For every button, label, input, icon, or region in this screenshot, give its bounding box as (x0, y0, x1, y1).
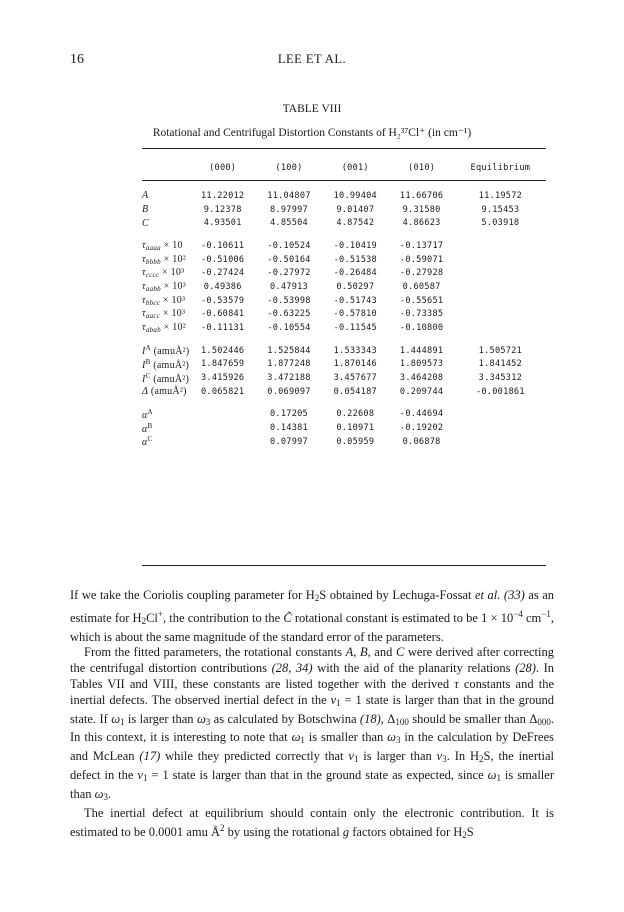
text-run: S obtained by Lechuga-Fossat (319, 588, 475, 602)
text-run: et al. (475, 588, 501, 602)
table-cell: 0.054187 (333, 386, 377, 397)
table-cell: 9.12378 (203, 204, 242, 215)
paragraph (70, 645, 554, 805)
table-cell: -0.11545 (333, 323, 377, 334)
table-cell: 0.06878 (402, 436, 441, 447)
row-label-part: × 10³ (160, 308, 186, 320)
table-cell: -0.19202 (399, 423, 444, 434)
row-label-part: A (147, 407, 153, 416)
table-cell: -0.44694 (399, 409, 444, 420)
row-label-part: B (142, 204, 149, 216)
table-cell: 1.877248 (267, 359, 311, 370)
table-cell: 0.60587 (402, 281, 441, 292)
table-cell (455, 308, 546, 322)
text-run: 2 (479, 754, 484, 765)
text-run: v (330, 692, 337, 707)
text-run: S (466, 825, 474, 840)
row-label (142, 280, 190, 294)
row-label-part: × 10² (160, 322, 186, 334)
text-run: 3 (205, 716, 211, 727)
text-run: 1 (353, 754, 359, 765)
table-cell: 1.533343 (333, 345, 377, 356)
text-run: , and (367, 645, 396, 660)
table-cell: 11.04807 (267, 190, 311, 201)
text-run: B (359, 645, 368, 660)
text-run: factors obtained for H (349, 825, 463, 840)
text-run: is larger than (124, 711, 197, 726)
text-run: 000 (537, 716, 551, 727)
row-label-part: abab (145, 326, 161, 335)
table-cell: -0.51743 (333, 295, 377, 306)
table-cell: 0.49386 (203, 281, 242, 292)
text-run: . In Tables VII and VIII, these constants are listed together with the derived (70, 661, 555, 691)
row-label (142, 266, 190, 280)
text-run: 2 (462, 830, 467, 841)
text-run: (28) (515, 661, 536, 676)
row-label-part: B (145, 357, 151, 366)
table-cell (455, 266, 546, 280)
running-head: LEE ET AL. (277, 52, 347, 66)
table-cell: -0.57810 (333, 309, 377, 320)
table-cell: 0.14381 (270, 423, 308, 434)
row-label-part: aacc (145, 312, 161, 321)
text-run: ω (94, 786, 104, 801)
row-label (142, 321, 190, 335)
row-label-part: I (142, 359, 146, 371)
text-run: v (137, 767, 143, 782)
table-cell: 3.345312 (478, 373, 523, 384)
text-run: as calculated by Botschwina (210, 711, 360, 726)
table-row (142, 180, 546, 203)
row-label-part: C (142, 217, 149, 229)
table-cell: 0.17205 (270, 409, 308, 420)
text-run: by using the rotational (224, 825, 343, 840)
column-header: (010) (408, 163, 436, 173)
table-cell: -0.60841 (200, 309, 245, 320)
table-cell (455, 230, 546, 253)
table-cell: 1.870146 (333, 359, 377, 370)
table-cell: 10.99404 (333, 190, 377, 201)
table-cell: 1.505721 (478, 345, 523, 356)
table-cell: 3.464208 (399, 373, 444, 384)
table-cell: 0.05959 (336, 436, 375, 447)
text-run: as an estimate for H (70, 588, 555, 625)
row-label (142, 180, 190, 203)
text-run: A (345, 645, 354, 660)
row-label-part: × 10 (160, 239, 183, 251)
table-cell: -0.10611 (200, 240, 245, 251)
table-cell: -0.50164 (267, 254, 311, 265)
row-label-part: τ (142, 280, 146, 292)
row-label-part: (amuÅ²) (150, 373, 190, 385)
text-run: in the calculation by DeFrees and McLean (70, 730, 554, 764)
row-label (142, 308, 190, 322)
text-run: were derived after correcting the centrifugal distortion contributions (70, 645, 555, 676)
table-cell: 1.525844 (267, 345, 311, 356)
table-row (142, 253, 546, 267)
text-run: 1 (336, 697, 341, 708)
row-label-part: Δ (142, 386, 149, 398)
table-cell: -0.11131 (200, 323, 245, 334)
text-run: is larger than (358, 749, 437, 764)
text-run: 2 (219, 823, 225, 834)
text-run: is smaller than (70, 767, 554, 801)
table-cell: -0.26484 (333, 268, 377, 279)
constants-table (142, 156, 546, 449)
text-run: 3 (395, 735, 401, 746)
label-column-header (142, 156, 190, 180)
row-label-part: α (142, 423, 148, 435)
table-row (142, 421, 546, 435)
table-cell (455, 294, 546, 308)
table-cell: -0.53998 (267, 295, 311, 306)
text-run: ω (487, 767, 497, 782)
text-run: . In this context, it is interesting to note that (70, 711, 554, 745)
row-label-part: τ (142, 308, 146, 320)
table-cell (455, 253, 546, 267)
row-label-part: × 10² (160, 253, 186, 265)
table-cell (190, 435, 256, 449)
table-cell: 0.065821 (200, 386, 245, 397)
text-run: cm (522, 610, 542, 625)
row-label (142, 216, 190, 230)
table-cell (190, 421, 256, 435)
table-cell: 9.15453 (481, 204, 520, 215)
text-run: From the fitted parameters, the rotational constants (84, 645, 346, 660)
table-cell: 4.87542 (336, 218, 375, 229)
text-run: g (342, 825, 350, 840)
row-label (142, 421, 190, 435)
paragraph (70, 806, 554, 845)
paragraph (70, 588, 554, 645)
text-run: = 1 state is larger than that in the ground state as expected, since (147, 767, 488, 782)
text-run: The inertial defect at equilibrium should contain only the electronic contribution. It is estimated to be 0.0001 amu Å (70, 805, 554, 840)
table-row (142, 230, 546, 253)
column-header: Equilibrium (470, 163, 531, 173)
table-cell: 0.22608 (336, 409, 375, 420)
text-run: + (157, 608, 163, 619)
text-run: 1 (120, 716, 125, 727)
table-cell: -0.27424 (200, 268, 245, 279)
table-cell: -0.53579 (200, 295, 245, 306)
table-title: TABLE VIII (282, 103, 342, 115)
table-cell: -0.10800 (399, 323, 444, 334)
table-cell (455, 435, 546, 449)
row-label-part: (amuÅ²) (148, 386, 187, 398)
table-top-rule (142, 148, 546, 149)
text-run: Cl (146, 610, 158, 625)
row-label-part: × 10³ (159, 267, 185, 279)
row-label-part: (amuÅ²) (150, 359, 190, 371)
text-run: (17) (139, 749, 161, 764)
table-cell: 4.86623 (402, 218, 441, 229)
table-row (142, 371, 546, 385)
table-row (142, 385, 546, 399)
row-label-part: aaaa (145, 243, 161, 252)
table-row (142, 266, 546, 280)
text-run: If we take the Coriolis coupling parameter for H (70, 588, 315, 602)
text-run: ω (291, 730, 301, 745)
table-cell: 0.50297 (336, 281, 375, 292)
table-row (142, 216, 546, 230)
text-run: 1 (496, 772, 501, 783)
text-run: (33) (503, 588, 525, 602)
row-label-part: bbbb (145, 257, 161, 266)
text-run: , which is about the same magnitude of the standard error of the parameters. (70, 610, 554, 644)
table-cell: -0.10524 (267, 240, 311, 251)
text-run: , (353, 645, 360, 660)
table-cell: 4.85504 (270, 218, 308, 229)
text-run: is smaller than (304, 730, 388, 745)
text-run: 2 (314, 593, 320, 603)
table-cell: -0.10419 (333, 240, 377, 251)
text-run: −1 (541, 608, 551, 619)
text-run: −4 (513, 608, 523, 619)
table-cell: -0.73385 (399, 309, 444, 320)
table-cell: 9.31580 (402, 204, 441, 215)
table-cell: 0.07997 (270, 436, 308, 447)
row-label-part: × 10³ (160, 294, 186, 306)
table-cell: -0.59071 (399, 254, 444, 265)
text-run: , the contribution to the (162, 610, 284, 625)
text-run: 2 (141, 615, 147, 626)
row-label-part: B (147, 421, 153, 430)
row-label (142, 399, 190, 422)
text-run: should be smaller than Δ (408, 711, 538, 726)
text-run: 3 (103, 791, 108, 802)
column-header: (000) (209, 163, 237, 173)
text-run: C (395, 645, 405, 660)
row-label (142, 371, 190, 385)
text-run: ν (436, 749, 443, 764)
table-cell: 3.472188 (267, 373, 311, 384)
table-cell: -0.001861 (475, 386, 525, 397)
text-run: ω (111, 711, 121, 726)
table-cell: 11.22012 (200, 190, 245, 201)
row-label-part: I (142, 346, 146, 358)
text-run: 1 (142, 772, 148, 783)
table-cell: 3.457677 (333, 373, 377, 384)
table-cell (455, 399, 546, 422)
table-cell: -0.51538 (333, 254, 377, 265)
text-run: while they predicted correctly that (160, 749, 349, 764)
row-label-part: A (145, 344, 151, 353)
row-label-part: cccc (145, 271, 160, 280)
row-label-part: C (145, 371, 151, 380)
table-header-row (142, 156, 546, 180)
row-label (142, 435, 190, 449)
row-label (142, 358, 190, 372)
text-run: 3 (442, 754, 447, 765)
table-cell (455, 321, 546, 335)
row-label (142, 335, 190, 358)
row-label-part: τ (142, 322, 146, 334)
table-cell (455, 421, 546, 435)
row-label (142, 203, 190, 217)
table-row (142, 321, 546, 335)
column-header: (001) (341, 163, 369, 173)
table-row (142, 308, 546, 322)
page-number: 16 (70, 52, 84, 67)
column-header: (100) (275, 163, 303, 173)
text-run: . In H (446, 749, 480, 764)
row-label-part: aabb (145, 284, 161, 293)
text-run: S, the inertial defect in the (70, 749, 554, 782)
text-run: . (107, 786, 112, 801)
table-cell: 1.847659 (200, 359, 245, 370)
table-cell: 1.444891 (399, 345, 444, 356)
table-cell: 0.069097 (267, 386, 311, 397)
text-run: 100 (395, 716, 409, 727)
table-cell: 4.93501 (203, 218, 242, 229)
text-run: ω (387, 730, 396, 745)
row-label-part: × 10³ (160, 280, 186, 292)
text-run: constants and the inertial defects. The observed inertial defect in the (70, 676, 555, 707)
row-label-part: α (142, 409, 148, 421)
table-cell (190, 399, 256, 422)
table-cell: 5.03918 (481, 218, 520, 229)
body-text (70, 588, 554, 844)
table-bottom-rule (142, 565, 546, 566)
row-label-part: (amuÅ²) (150, 346, 190, 358)
table-row (142, 435, 546, 449)
table-cell: 0.47913 (270, 281, 308, 292)
text-run: , Δ (380, 711, 396, 726)
text-run: (18) (359, 711, 381, 726)
table-cell: -0.10554 (267, 323, 311, 334)
table-cell: 1.502446 (200, 345, 245, 356)
table-cell: 8.97997 (270, 204, 308, 215)
table-body (142, 180, 546, 449)
table-cell: -0.13717 (399, 240, 444, 251)
table-cell: -0.55651 (399, 295, 444, 306)
text-run: 1 (300, 735, 305, 746)
row-label-part: bbcc (145, 298, 161, 307)
row-label-part: α (142, 437, 148, 449)
table-cell: -0.27972 (267, 268, 311, 279)
table-cell: -0.51006 (200, 254, 245, 265)
row-label (142, 253, 190, 267)
table-row (142, 203, 546, 217)
table-cell: 0.10971 (336, 423, 375, 434)
table-row (142, 335, 546, 358)
table-cell: 1.841452 (478, 359, 523, 370)
table-cell: 0.209744 (399, 386, 444, 397)
table-row (142, 399, 546, 422)
text-run: ν (348, 749, 354, 764)
row-label (142, 385, 190, 399)
table-row (142, 358, 546, 372)
table-row (142, 294, 546, 308)
row-label-part: τ (142, 239, 146, 251)
row-label-part: A (142, 190, 149, 202)
table-cell (455, 280, 546, 294)
row-label (142, 294, 190, 308)
table-cell: 11.66706 (399, 190, 444, 201)
row-label-part: C (147, 435, 153, 444)
text-run: ω (196, 711, 206, 726)
table-caption: Rotational and Centrifugal Distortion Constants of H₂³⁷Cl⁺ (in cm⁻¹) (152, 127, 472, 139)
table-cell: -0.63225 (267, 309, 311, 320)
table-cell: 11.19572 (478, 190, 523, 201)
text-run: C̃ (283, 610, 292, 625)
text-run: with the aid of the planarity relations (312, 661, 516, 676)
row-label (142, 230, 190, 253)
table-cell: 9.01407 (336, 204, 375, 215)
row-label-part: τ (142, 253, 146, 265)
table-row (142, 280, 546, 294)
row-label-part: τ (142, 267, 146, 279)
table-cell: 1.809573 (399, 359, 444, 370)
table-cell: -0.27928 (399, 268, 444, 279)
text-run: (28, 34) (271, 661, 313, 676)
text-run: = 1 state is larger than that in the ground state. If (70, 692, 554, 726)
text-run: rotational constant is estimated to be 1 × 10 (291, 610, 514, 625)
row-label-part: τ (142, 294, 146, 306)
text-run: τ (454, 676, 459, 691)
table-cell: 3.415926 (200, 373, 245, 384)
row-label-part: I (142, 373, 146, 385)
